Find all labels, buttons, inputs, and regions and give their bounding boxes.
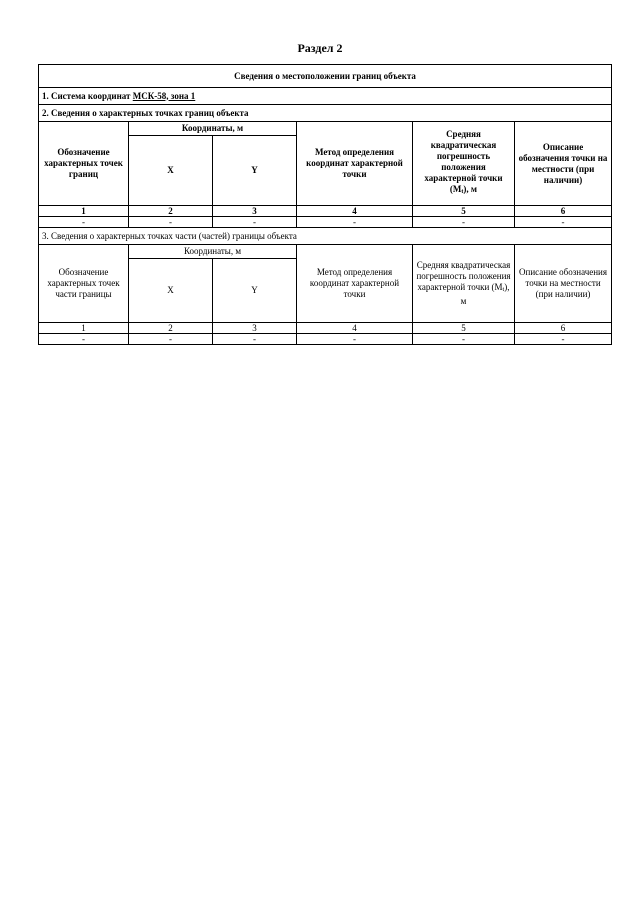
section2-heading: 2. Сведения о характерных точках границ объекта	[39, 105, 612, 122]
s2-num-4: 4	[297, 206, 413, 217]
s3-header-description: Описание обозначения точки на местности (при наличии)	[515, 245, 612, 323]
s2-column-numbers	[39, 206, 612, 217]
s3-num-3: 3	[213, 323, 297, 334]
s3-cell: -	[129, 334, 213, 345]
s2-num-1: 1	[39, 206, 129, 217]
s3-header-designation: Обозначение характерных точек части границы	[39, 245, 129, 323]
boundaries-table	[38, 64, 612, 345]
s2-num-2: 2	[129, 206, 213, 217]
section3-heading: 3. Сведения о характерных точках части (частей) границы объекта	[39, 228, 612, 245]
table-row	[39, 217, 612, 228]
table-row	[39, 334, 612, 345]
s2-num-5: 5	[413, 206, 515, 217]
boundaries-document	[38, 64, 611, 345]
s3-cell: -	[39, 334, 129, 345]
s2-cell: -	[515, 217, 612, 228]
section1-label: 1. Система координат	[42, 90, 133, 101]
s3-cell: -	[515, 334, 612, 345]
s3-header-error: Средняя квадратическая погрешность положения характерной точки (Mt), м	[413, 245, 515, 323]
s3-cell: -	[297, 334, 413, 345]
s3-header-x: X	[129, 259, 213, 323]
s2-header-error: Средняя квадратическая погрешность положения характерной точки (Mt), м	[413, 122, 515, 206]
s2-cell: -	[39, 217, 129, 228]
s3-header-method: Метод определения координат характерной точки	[297, 245, 413, 323]
s3-num-5: 5	[413, 323, 515, 334]
s3-header-y: Y	[213, 259, 297, 323]
s3-num-6: 6	[515, 323, 612, 334]
s2-cell: -	[297, 217, 413, 228]
s2-cell: -	[129, 217, 213, 228]
s3-num-1: 1	[39, 323, 129, 334]
s3-num-4: 4	[297, 323, 413, 334]
s2-header-method: Метод определения координат характерной точки	[297, 122, 413, 206]
s3-num-2: 2	[129, 323, 213, 334]
s2-num-6: 6	[515, 206, 612, 217]
coordinate-system-value: МСК-58, зона 1	[132, 90, 196, 101]
table-title: Сведения о местоположении границ объекта	[39, 65, 612, 88]
s2-header-description: Описание обозначения точки на местности (при наличии)	[515, 122, 612, 206]
s2-cell: -	[213, 217, 297, 228]
section-coordinate-system	[39, 88, 612, 105]
s2-header-designation: Обозначение характерных точек границ	[39, 122, 129, 206]
s2-cell: -	[413, 217, 515, 228]
s2-header-y: Y	[213, 136, 297, 206]
s3-cell: -	[213, 334, 297, 345]
s2-header-coords: Координаты, м	[129, 122, 297, 136]
s2-num-3: 3	[213, 206, 297, 217]
s3-cell: -	[413, 334, 515, 345]
s3-header-coords: Координаты, м	[129, 245, 297, 259]
page-title: Раздел 2	[297, 41, 343, 55]
s2-header-x: X	[129, 136, 213, 206]
s3-column-numbers	[39, 323, 612, 334]
